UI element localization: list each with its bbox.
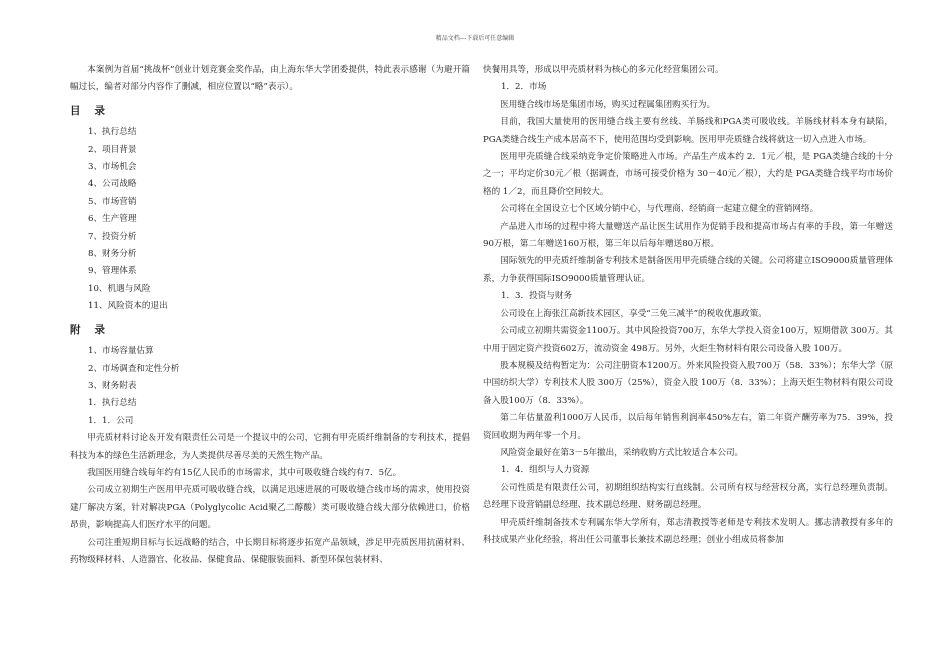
toc-item: 11、风险资本的退出 [88, 301, 168, 312]
right-column [483, 62, 893, 549]
body-paragraph: 公司性质是有限责任公司，初期组织结构实行直线制。公司所有权与经营权分离，实行总经理负责制。总经理下设营销副总经理、技术副总经理、财务副总经理。 [483, 482, 893, 511]
toc-item: 3、市场机会 [88, 162, 137, 173]
body-paragraph: 公司成立初期共需资金1100万。其中风险投资700万，东华大学投入资金100万，短期借款 300万。其中用于固定资产投资602万，流动资金 498万。另外，火炬生物材料有限公司设备入股 100万。 [483, 326, 893, 354]
toc-heading: 目 录 [70, 104, 105, 117]
body-paragraph: 公司设在上海张江高新技术园区，享受“三免三减半”的税收优惠政策。 [500, 308, 767, 319]
appendix-item: 3、财务附表 [88, 380, 137, 391]
toc-item: 8、财务分析 [88, 249, 137, 260]
body-paragraph: 公司成立初期生产医用甲壳质可吸收缝合线，以满足迅速进展的可吸收缝合线市场的需求，使用投资建厂解决方案，针对解决PGA（Polyglycolic Acid聚乙二醇酸）类可吸收缝合线大部分依赖进口，价格昂贵，影响提高人们医疗水平的问题。 [70, 485, 470, 531]
appendix-heading: 附 录 [70, 323, 105, 336]
subsection-heading: 1．1．公司 [88, 415, 134, 426]
body-paragraph: 产品进入市场的过程中将大量赠送产品让医生试用作为促销手段和提高市场占有率的手段，第一年赠送90万根，第二年赠送160万根，第三年以后每年赠送80万根。 [483, 221, 893, 250]
body-paragraph: 医用甲壳质缝合线采纳竞争定价策略进入市场。产品生产成本约 2．1元／根，是 PGA类缝合线的十分之一；平均定价30元／根（据调查，市场可接受价格为 30－40元／根），大约是 PGA类缝合线平均市场价格的 1／2，而且降价空间较大。 [483, 152, 893, 197]
body-paragraph: 风险资金最好在第3－5年撤出，采纳收购方式比较适合本公司。 [500, 447, 744, 458]
body-paragraph: 国际领先的甲壳质纤维制备专利技术是制备医用甲壳质缝合线的关键。公司将建立ISO9000质量管理体系，力争获得国际ISO9000质量管理认证。 [483, 256, 893, 284]
body-paragraph: 我国医用缝合线每年约有15亿人民币的市场需求，其中可吸收缝合线约有7．5亿。 [87, 467, 402, 478]
body-paragraph: 公司将在全国设立七个区域分销中心，与代理商、经销商一起建立健全的营销网络。 [500, 204, 819, 215]
intro-paragraph: 本案例为首届“挑战杯”创业计划竞赛金奖作品，由上海东华大学团委提供，特此表示感谢（为避开篇幅过长，编者对部分内容作了删减，相应位置以“略”表示）。 [70, 65, 470, 93]
toc-item: 4、公司战略 [88, 179, 137, 190]
toc-item: 2、项目背景 [88, 144, 137, 155]
body-paragraph: 公司注重短期目标与长远战略的结合，中长期目标将逐步拓宽产品领域，涉足甲壳质医用抗菌材料、药物级释材料、人造器官、化妆品、保健食品、保健服装面料、新型环保包装材料、 [70, 537, 470, 565]
subsection-heading: 1．3．投资与财务 [501, 291, 573, 302]
page-header: 精品文档---下载后可任意编辑 [435, 35, 515, 42]
body-paragraph: 第二年估量盈利1000万人民币，以后每年销售利润率450%左右，第二年资产酬劳率为75．39%，投资回收期为两年零一个月。 [483, 413, 893, 441]
section-heading: 1．执行总结 [88, 398, 137, 409]
left-column [70, 62, 470, 569]
body-paragraph: 甲壳质纤维制备技术专利属东华大学所有，郑志清教授等老师是专利技术发明人。挪志清教授有多年的科技成果产业化经验，将出任公司董事长兼技术副总经理；创业小组成员将参加 [483, 517, 893, 545]
toc-item: 9、管理体系 [88, 266, 137, 277]
body-paragraph: 股本规模及结构暂定为：公司注册资本1200万。外来风险投资入股700万（58．33%）；东华大学（原中国纺织大学）专利技术人股 300万（25%），资金入股 100万（8．33%）；上海天炬生物材料有限公司设备入股100万（8．33%）。 [483, 360, 893, 406]
toc-item: 7、投资分析 [88, 231, 137, 242]
appendix-item: 1、市场容量估算 [88, 346, 154, 357]
body-paragraph: 甲壳质材料讨论＆开发有限责任公司是一个提议中的公司，它拥有甲壳质纤维制备的专利技术，提倡科技为本的绿色生活新理念，为人类提供尽善尽美的天然生物产品。 [70, 433, 470, 461]
appendix-item: 2、市场调查和定性分析 [88, 363, 180, 374]
toc-item: 10、机遇与风险 [88, 283, 151, 294]
subsection-heading: 1．4．组织与人力资源 [501, 465, 590, 476]
body-paragraph: 医用缝合线市场是集团市场，购买过程属集团购买行为。 [500, 99, 716, 110]
toc-item: 1、执行总结 [88, 127, 137, 138]
body-paragraph: 快餐用具等，形成以甲壳质材料为核心的多元化经营集团公司。 [483, 65, 724, 75]
body-paragraph: 目前，我国大量使用的医用缝合线主要有丝线、羊肠线和PGA类可吸收线。羊肠线材料本身有缺陷，PGA类缝合线生产成本居高不下，使用范围均受到影响。医用甲壳质缝合线将就这一切入点进入市场。 [483, 117, 893, 145]
toc-item: 5、市场营销 [88, 196, 137, 207]
toc-item: 6、生产管理 [88, 214, 137, 225]
subsection-heading: 1．2．市场 [501, 82, 547, 93]
